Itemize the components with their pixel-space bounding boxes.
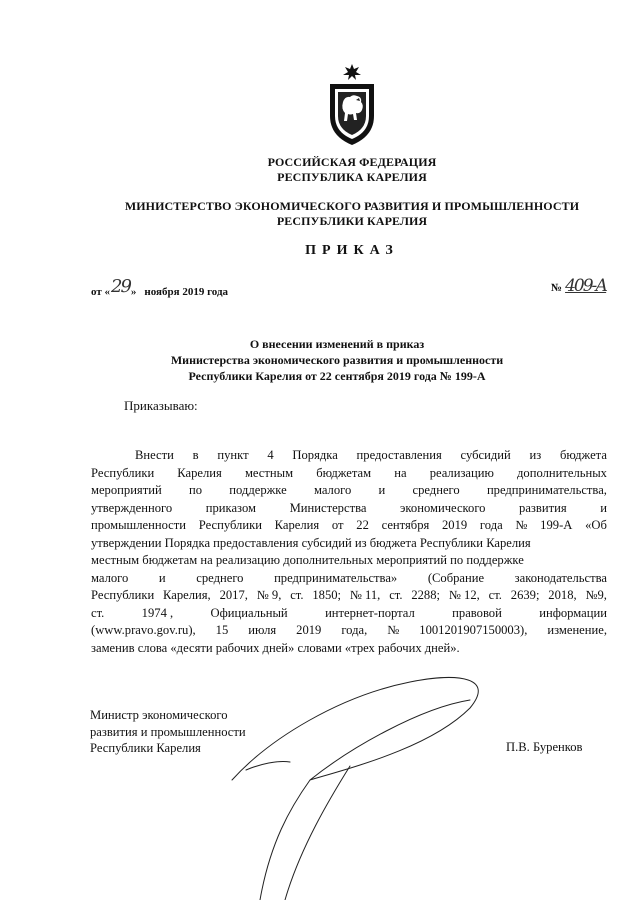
body-word: и — [378, 483, 386, 497]
body-word: поддержке — [229, 483, 287, 497]
body-word: бюджетам — [316, 465, 372, 480]
body-word: № — [515, 518, 528, 532]
body-word: 1850; — [312, 588, 342, 602]
body-word: ст. — [91, 605, 105, 620]
body-line — [91, 517, 607, 535]
body-line — [91, 535, 607, 553]
body-word: Карелия — [274, 518, 320, 532]
body-word: 22 — [356, 518, 369, 532]
order-date — [91, 276, 229, 300]
body-word: Республики — [91, 465, 155, 480]
country-line-1: РОССИЙСКАЯ ФЕДЕРАЦИЯ — [267, 155, 437, 169]
body-word: ст. — [389, 588, 403, 602]
body-word: №9, — [585, 588, 607, 602]
body-word: приказом — [205, 500, 256, 515]
body-word: дополнительных — [517, 465, 607, 480]
body-word: предоставления — [356, 448, 442, 462]
body-word: 2018, — [548, 588, 577, 602]
country-header — [32, 155, 640, 185]
body-word: предпринимательства» — [274, 570, 398, 585]
signatory-title-line-1: Министр экономического — [90, 708, 228, 722]
body-word: предпринимательства, — [486, 483, 607, 497]
body-word: (www.pravo.gov.ru), — [91, 623, 196, 637]
body-word: местным бюджетам на реализацию дополнительных мероприятий по поддержке — [91, 553, 524, 567]
order-word: Приказываю: — [124, 398, 198, 413]
body-word: и — [158, 570, 166, 585]
body-word: среднего — [196, 570, 244, 585]
body-word: Министерства — [289, 500, 367, 515]
body-line — [91, 570, 607, 588]
body-word: и — [600, 500, 607, 515]
body-word: Республики — [198, 518, 262, 532]
body-line — [91, 622, 607, 640]
order-subject — [0, 336, 640, 384]
body-word: № 11, — [349, 588, 381, 602]
signatory-title — [90, 707, 246, 757]
document-type-title: ПРИКАЗ — [305, 243, 399, 258]
body-word: бюджета — [559, 448, 607, 462]
ministry-line-2: РЕСПУБЛИКИ КАРЕЛИЯ — [276, 214, 428, 228]
subject-line-2: Министерства экономического развития и промышленности — [170, 353, 504, 367]
body-line — [91, 587, 607, 605]
body-word: развития — [519, 500, 567, 515]
body-word: из — [529, 448, 542, 462]
order-number — [551, 276, 606, 296]
body-word: субсидий — [460, 448, 511, 462]
body-word: ст. — [290, 588, 304, 602]
body-line — [91, 465, 607, 483]
body-word: правовой — [452, 605, 502, 620]
body-line — [91, 552, 607, 570]
body-word: Республики — [91, 588, 155, 602]
date-suffix: » — [130, 286, 137, 298]
date-month-year: ноября 2019 года — [144, 286, 229, 298]
body-word: июля — [248, 623, 277, 637]
body-word: утвержденного — [91, 500, 173, 515]
body-line — [91, 500, 607, 518]
body-line — [91, 482, 607, 500]
body-word: сентября — [381, 518, 430, 532]
body-word: интернет-портал — [325, 605, 415, 620]
subject-line-3: Республики Карелия от 22 сентября 2019 года № 199-А — [188, 369, 486, 383]
body-word: (Собрание — [427, 570, 485, 585]
body-word: утверждении Порядка предоставления субсидий из бюджета Республики Карелия — [91, 535, 531, 550]
body-line — [91, 447, 607, 465]
body-word: № 12, — [448, 588, 480, 602]
body-word: 2019 — [296, 623, 322, 637]
body-word: в — [192, 448, 199, 462]
body-word: изменение, — [547, 623, 607, 637]
body-word: на — [394, 465, 407, 480]
body-word: 15 — [215, 623, 229, 637]
body-word: года, — [341, 623, 368, 637]
signatory-title-line-2: развития и промышленности — [90, 724, 246, 739]
body-word: по — [188, 483, 202, 497]
body-word: законодательства — [514, 570, 607, 585]
body-word: года — [479, 518, 503, 532]
body-word: № — [387, 623, 400, 637]
body-word: 2639; — [510, 588, 540, 602]
country-line-2: РЕСПУБЛИКА КАРЕЛИЯ — [277, 170, 427, 184]
body-word: 1001201907150003), — [419, 623, 528, 637]
ministry-header — [32, 199, 640, 229]
body-word: от — [331, 518, 344, 532]
date-day-handwritten: 29 — [111, 276, 130, 297]
body-word: промышленности — [91, 518, 187, 532]
body-word: 199-А — [540, 518, 573, 532]
body-word: Внести — [135, 448, 174, 462]
body-word: пункт — [217, 448, 249, 462]
body-word: местным — [244, 465, 294, 480]
body-word: информации — [539, 605, 607, 620]
body-word: среднего — [412, 483, 460, 497]
body-word: малого — [91, 570, 129, 585]
body-word: № 9, — [256, 588, 282, 602]
body-word: экономического — [400, 500, 486, 515]
body-word: реализацию — [429, 465, 494, 480]
number-value-handwritten: 409-А — [565, 276, 607, 296]
signatory-name: П.В. Буренков — [506, 740, 583, 754]
body-word: 1974 , — [141, 605, 174, 620]
body-word: Карелия, — [163, 588, 211, 602]
ministry-line-1: МИНИСТЕРСТВО ЭКОНОМИЧЕСКОГО РАЗВИТИЯ И ПРОМЫШЛЕННОСТИ — [124, 199, 580, 213]
subject-line-1: О внесении изменений в приказ — [249, 337, 425, 351]
body-word: Официальный — [210, 605, 288, 620]
date-prefix: от « — [91, 286, 111, 298]
body-word: мероприятий — [91, 483, 162, 497]
body-line — [91, 605, 607, 623]
body-word: Карелия — [177, 465, 222, 480]
body-word: 2019 — [442, 518, 468, 532]
body-word: 2288; — [411, 588, 441, 602]
body-word: Порядка — [292, 448, 338, 462]
body-word: малого — [313, 483, 352, 497]
body-word: ст. — [488, 588, 502, 602]
coat-of-arms-emblem — [326, 64, 378, 146]
handwritten-signature — [230, 668, 500, 900]
number-prefix: № — [551, 282, 563, 294]
body-word: «Об — [585, 518, 607, 532]
body-line — [91, 640, 607, 658]
order-body — [91, 447, 607, 657]
signatory-title-line-3: Республики Карелия — [90, 741, 201, 755]
body-word: 4 — [267, 448, 274, 462]
body-word: 2017, — [219, 588, 248, 602]
body-word: заменив слова «десяти рабочих дней» словами «трех рабочих дней». — [91, 640, 460, 655]
